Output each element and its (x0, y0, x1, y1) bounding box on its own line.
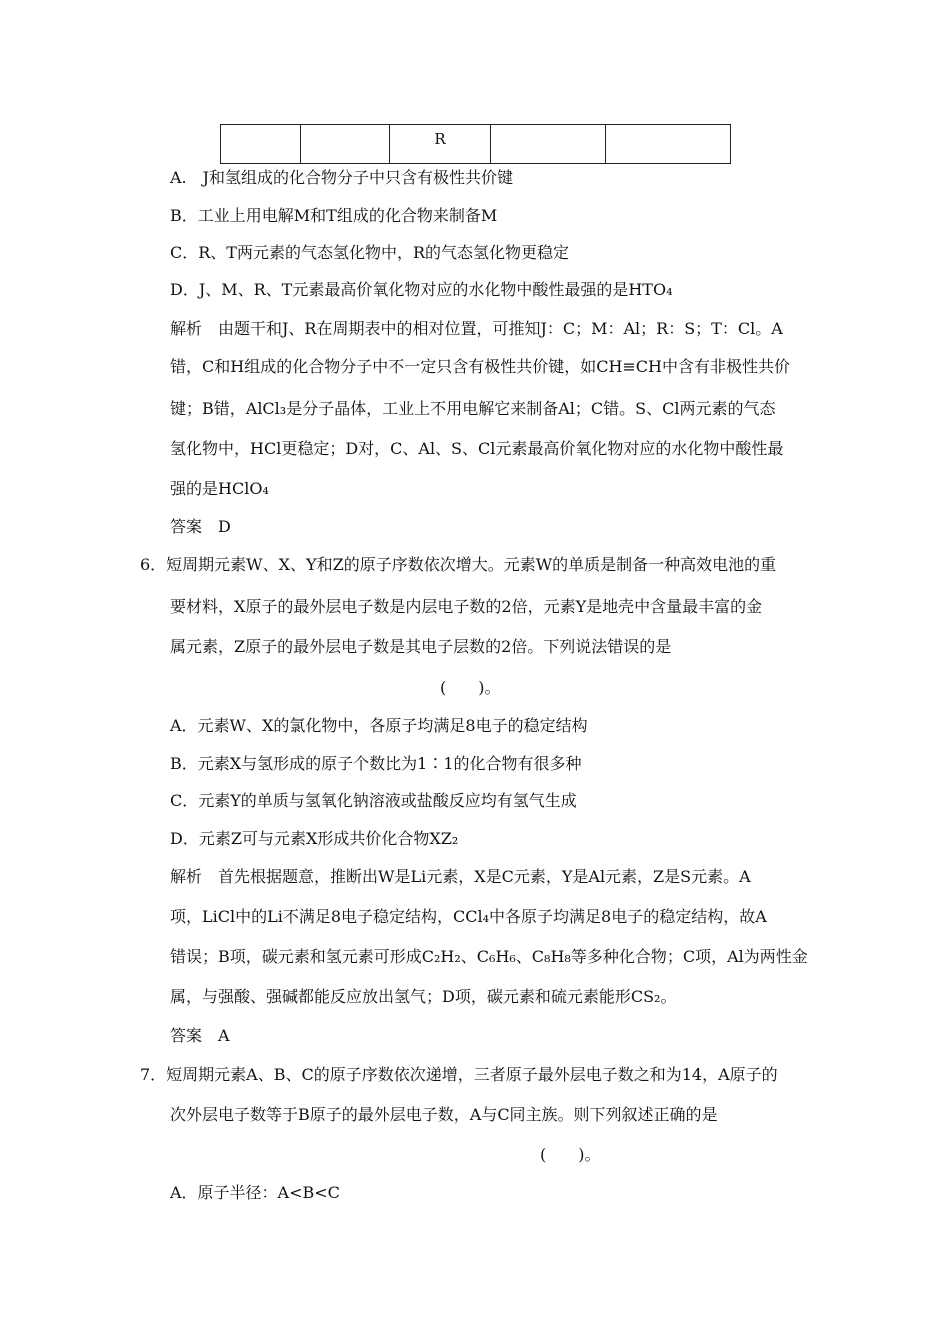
table-cell-r: R (390, 125, 491, 164)
q7-option-a: A．原子半径：A<B<C (170, 1183, 340, 1202)
q7-answer-blank: ( )。 (540, 1145, 601, 1164)
q6-answer-blank: ( )。 (440, 678, 501, 697)
q6-analysis-line: 属，与强酸、强碱都能反应放出氢气；D项，碳元素和硫元素能形CS₂。 (170, 987, 677, 1006)
q7-stem-line: 7．短周期元素A、B、C的原子序数依次递增，三者原子最外层电子数之和为14，A原子的 (140, 1065, 778, 1084)
q5-answer: 答案 D (170, 517, 231, 536)
q5-analysis-line: 解析 由题干和J、R在周期表中的相对位置，可推知J：C；M：Al；R：S；T：Cl。A (170, 319, 783, 338)
q5-analysis-line: 键；B错，AlCl₃是分子晶体，工业上不用电解它来制备Al；C错。S、Cl两元素的气态 (170, 399, 776, 418)
q6-option-d: D．元素Z可与元素X形成共价化合物XZ₂ (170, 829, 459, 848)
q5-option-d: D．J、M、R、T元素最高价氧化物对应的水化物中酸性最强的是HTO₄ (170, 280, 673, 299)
q5-analysis-line: 氢化物中，HCl更稳定；D对，C、Al、S、Cl元素最高价氧化物对应的水化物中酸性最 (170, 439, 784, 458)
q6-option-c: C．元素Y的单质与氢氧化钠溶液或盐酸反应均有氢气生成 (170, 791, 577, 810)
q6-analysis-line: 项，LiCl中的Li不满足8电子稳定结构，CCl₄中各原子均满足8电子的稳定结构，故A (170, 907, 767, 926)
table-cell (491, 125, 606, 164)
q5-option-c: C．R、T两元素的气态氢化物中，R的气态氢化物更稳定 (170, 243, 570, 262)
q6-answer: 答案 A (170, 1026, 230, 1045)
q5-option-a: A. J和氢组成的化合物分子中只含有极性共价键 (170, 168, 514, 187)
q6-stem-line: 属元素，Z原子的最外层电子数是其电子层数的2倍。下列说法错误的是 (170, 637, 672, 656)
q6-stem-line: 6．短周期元素W、X、Y和Z的原子序数依次增大。元素W的单质是制备一种高效电池的重 (140, 555, 777, 574)
table-cell (221, 125, 301, 164)
table-cell (301, 125, 390, 164)
q7-stem-line: 次外层电子数等于B原子的最外层电子数，A与C同主族。则下列叙述正确的是 (170, 1105, 718, 1124)
table-cell (606, 125, 731, 164)
periodic-table-fragment (220, 124, 731, 164)
q6-option-a: A．元素W、X的氯化物中，各原子均满足8电子的稳定结构 (170, 716, 588, 735)
q5-analysis-line: 错，C和H组成的化合物分子中不一定只含有极性共价键，如CH≡CH中含有非极性共价 (170, 357, 790, 376)
q6-analysis-line: 解析 首先根据题意，推断出W是Li元素，X是C元素，Y是Al元素，Z是S元素。A (170, 867, 751, 886)
q6-option-b: B．元素X与氢形成的原子个数比为1∶1的化合物有很多种 (170, 754, 582, 773)
q5-analysis-line: 强的是HClO₄ (170, 479, 269, 498)
q6-analysis-line: 错误；B项，碳元素和氢元素可形成C₂H₂、C₆H₆、C₈H₈等多种化合物；C项，Al为两性金 (170, 947, 808, 966)
q6-stem-line: 要材料，X原子的最外层电子数是内层电子数的2倍，元素Y是地壳中含量最丰富的金 (170, 597, 763, 616)
table-row (221, 125, 731, 164)
q5-option-b: B．工业上用电解M和T组成的化合物来制备M (170, 206, 498, 225)
